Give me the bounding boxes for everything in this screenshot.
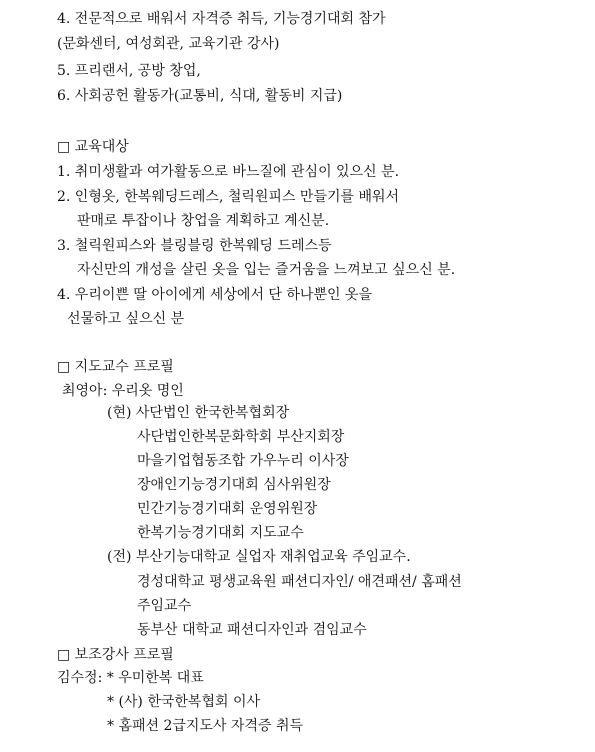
text-line: 최영아: 우리옷 명인	[62, 383, 184, 399]
text-line: 3. 철릭원피스와 블링블링 한복웨딩 드레스등	[57, 238, 332, 254]
text-line: □ 보조강사 프로필	[57, 647, 174, 663]
text-line: 장애인기능경기대회 심사위원장	[137, 477, 331, 493]
text-line: (전) 부산기능대학교 실업자 재취업교육 주임교수.	[107, 549, 411, 565]
text-line: 선물하고 싶으신 분	[67, 311, 185, 327]
text-line: □ 교육대상	[57, 139, 129, 155]
text-line: * (사) 한국한복협회 이사	[107, 694, 260, 710]
text-line: 김수정: * 우미한복 대표	[57, 670, 204, 686]
text-line: 판매로 투잡이나 창업을 계획하고 계신분.	[77, 213, 330, 229]
text-line: 동부산 대학교 패션디자인과 겸임교수	[137, 622, 367, 638]
text-line: 민간기능경기대회 운영위원장	[137, 501, 318, 517]
text-line: * 홈패션 2급지도사 자격증 취득	[107, 718, 303, 734]
text-line: 4. 우리이쁜 딸 아이에게 세상에서 단 하나뿐인 옷을	[57, 287, 372, 303]
text-line: 5. 프리랜서, 공방 창업,	[57, 63, 201, 79]
text-line: 4. 전문적으로 배워서 자격증 취득, 기능경기대회 참가	[57, 11, 386, 27]
text-line: 자신만의 개성을 살린 옷을 입는 즐거움을 느껴보고 싶으신 분.	[77, 262, 456, 278]
text-line: 경성대학교 평생교육원 패션디자인/ 애견패션/ 홈패션	[137, 574, 462, 590]
text-line: 2. 인형옷, 한복웨딩드레스, 철릭원피스 만들기를 배워서	[57, 189, 400, 205]
text-line: (현) 사단법인 한국한복협회장	[107, 405, 290, 421]
text-line: (문화센터, 여성회관, 교육기관 강사)	[57, 36, 280, 52]
text-line: 마을기업협동조합 가우누리 이사장	[137, 453, 349, 469]
text-line: 1. 취미생활과 여가활동으로 바느질에 관심이 있으신 분.	[57, 164, 400, 180]
text-line: 6. 사회공헌 활동가(교통비, 식대, 활동비 지급)	[57, 88, 343, 104]
text-line: 한복기능경기대회 지도교수	[137, 525, 304, 541]
text-line: 주임교수	[137, 598, 192, 614]
text-line: □ 지도교수 프로필	[57, 359, 174, 375]
text-line: 사단법인한복문화학회 부산지회장	[137, 429, 345, 445]
